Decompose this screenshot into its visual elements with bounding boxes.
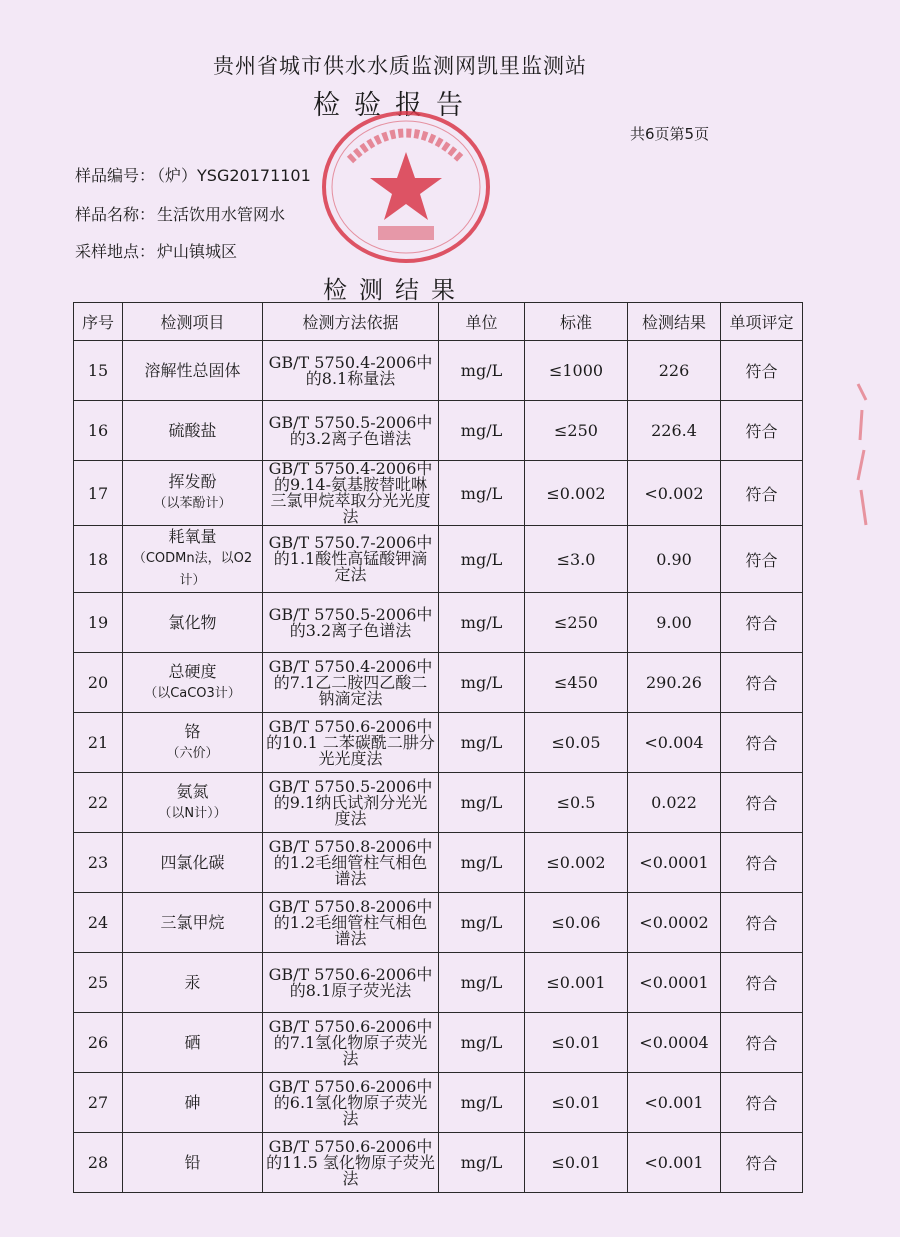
sample-name-value: 生活饮用水管网水 (157, 205, 286, 224)
cell-unit: mg/L (439, 1073, 525, 1133)
item-name: 溶解性总固体 (144, 360, 241, 380)
cell-unit: mg/L (439, 713, 525, 773)
cell-standard: ≤0.002 (525, 833, 628, 893)
sample-number-value: （炉）YSG20171101 (157, 166, 311, 185)
cell-unit: mg/L (439, 773, 525, 833)
table-row (74, 1013, 803, 1073)
table-row (74, 1073, 803, 1133)
cell-verdict: 符合 (721, 1013, 803, 1073)
table-row (74, 833, 803, 893)
cell-result: <0.001 (628, 1073, 721, 1133)
cell-verdict: 符合 (721, 341, 803, 401)
cell-no: 18 (74, 526, 123, 593)
cell-unit: mg/L (439, 1013, 525, 1073)
cell-no: 21 (74, 713, 123, 773)
item-qualifier: （CODMn法，以O2计） (132, 551, 253, 588)
sample-location-value: 炉山镇城区 (157, 242, 238, 261)
table-header-row (74, 303, 803, 341)
cell-unit: mg/L (439, 893, 525, 953)
cell-no: 17 (74, 461, 123, 526)
report-title: 检验报告 (313, 90, 477, 121)
item-name: 氯化物 (168, 612, 217, 632)
header-unit: 单位 (439, 303, 525, 341)
table-row (74, 653, 803, 713)
cell-unit: mg/L (439, 653, 525, 713)
cell-result: 290.26 (628, 653, 721, 713)
header-no: 序号 (74, 303, 123, 341)
cell-result: 226.4 (628, 401, 721, 461)
cell-item (123, 1073, 263, 1133)
cell-no: 16 (74, 401, 123, 461)
cell-standard: ≤0.05 (525, 713, 628, 773)
cell-method: GB/T 5750.5-2006中的3.2离子色谱法 (263, 401, 439, 461)
cell-method: GB/T 5750.4-2006中的7.1乙二胺四乙酸二钠滴定法 (263, 653, 439, 713)
cell-standard: ≤250 (525, 593, 628, 653)
item-name: 四氯化碳 (160, 852, 225, 872)
page-info: 共6页第5页 (630, 125, 710, 143)
item-qualifier: （以苯酚计） (153, 496, 232, 511)
cell-result: <0.0001 (628, 953, 721, 1013)
cell-unit: mg/L (439, 341, 525, 401)
cell-verdict: 符合 (721, 893, 803, 953)
cell-result: <0.004 (628, 713, 721, 773)
header-item: 检测项目 (123, 303, 263, 341)
sample-number-line (75, 163, 311, 186)
header-standard: 标准 (525, 303, 628, 341)
cell-result: <0.0004 (628, 1013, 721, 1073)
cell-verdict: 符合 (721, 653, 803, 713)
cell-standard: ≤0.06 (525, 893, 628, 953)
official-seal-icon (320, 108, 492, 266)
cell-verdict: 符合 (721, 953, 803, 1013)
cell-no: 22 (74, 773, 123, 833)
item-name: 挥发酚 (168, 472, 217, 491)
cell-standard: ≤0.01 (525, 1013, 628, 1073)
cell-standard: ≤1000 (525, 341, 628, 401)
cell-no: 26 (74, 1013, 123, 1073)
cell-method: GB/T 5750.8-2006中的1.2毛细管柱气相色谱法 (263, 893, 439, 953)
cell-no: 23 (74, 833, 123, 893)
table-row (74, 713, 803, 773)
header-method: 检测方法依据 (263, 303, 439, 341)
cell-unit: mg/L (439, 1133, 525, 1193)
item-name: 三氯甲烷 (160, 912, 225, 932)
sample-name-label: 样品名称： (75, 205, 156, 224)
table-row (74, 461, 803, 526)
table-row (74, 953, 803, 1013)
edge-stamp-mark-icon (852, 380, 874, 530)
organization-name: 贵州省城市供水水质监测网凯里监测站 (213, 54, 587, 78)
cell-unit: mg/L (439, 593, 525, 653)
cell-no: 28 (74, 1133, 123, 1193)
item-name: 耗氧量 (168, 527, 217, 546)
cell-result: 0.90 (628, 526, 721, 593)
cell-item (123, 773, 263, 833)
cell-result: <0.002 (628, 461, 721, 526)
cell-verdict: 符合 (721, 593, 803, 653)
cell-item (123, 893, 263, 953)
cell-method: GB/T 5750.6-2006中的6.1氢化物原子荧光法 (263, 1073, 439, 1133)
cell-method: GB/T 5750.6-2006中的10.1 二苯碳酰二肼分光光度法 (263, 713, 439, 773)
cell-no: 24 (74, 893, 123, 953)
cell-verdict: 符合 (721, 833, 803, 893)
table-row (74, 341, 803, 401)
cell-verdict: 符合 (721, 1133, 803, 1193)
table-row (74, 593, 803, 653)
cell-method: GB/T 5750.6-2006中的8.1原子荧光法 (263, 953, 439, 1013)
cell-result: 0.022 (628, 773, 721, 833)
results-table (73, 302, 803, 1193)
item-name: 铅 (184, 1152, 201, 1172)
table-body (74, 341, 803, 1193)
cell-method: GB/T 5750.7-2006中的1.1酸性高锰酸钾滴定法 (263, 526, 439, 593)
cell-item (123, 713, 263, 773)
cell-item (123, 526, 263, 593)
cell-verdict: 符合 (721, 773, 803, 833)
sample-name-line (75, 202, 285, 225)
cell-no: 25 (74, 953, 123, 1013)
cell-unit: mg/L (439, 461, 525, 526)
cell-no: 20 (74, 653, 123, 713)
cell-standard: ≤3.0 (525, 526, 628, 593)
section-title: 检测结果 (323, 276, 467, 304)
cell-no: 19 (74, 593, 123, 653)
header-verdict: 单项评定 (721, 303, 803, 341)
cell-no: 15 (74, 341, 123, 401)
item-qualifier: （以CaCO3计） (144, 685, 241, 701)
item-qualifier: （六价） (166, 745, 219, 761)
cell-standard: ≤0.002 (525, 461, 628, 526)
table-row (74, 1133, 803, 1193)
cell-verdict: 符合 (721, 713, 803, 773)
cell-method: GB/T 5750.6-2006中的7.1氢化物原子荧光法 (263, 1013, 439, 1073)
cell-method: GB/T 5750.4-2006中的9.14-氨基胺替吡啉三氯甲烷萃取分光光度法 (263, 461, 439, 526)
cell-no: 27 (74, 1073, 123, 1133)
cell-item (123, 1013, 263, 1073)
cell-result: 226 (628, 341, 721, 401)
cell-method: GB/T 5750.4-2006中的8.1称量法 (263, 341, 439, 401)
sample-location-line (75, 239, 237, 262)
cell-unit: mg/L (439, 833, 525, 893)
cell-unit: mg/L (439, 953, 525, 1013)
cell-item (123, 401, 263, 461)
sample-location-label: 采样地点： (75, 242, 156, 261)
cell-verdict: 符合 (721, 461, 803, 526)
cell-item (123, 953, 263, 1013)
table-row (74, 893, 803, 953)
item-name: 硒 (184, 1032, 201, 1052)
cell-item (123, 461, 263, 526)
item-name: 铬 (184, 721, 201, 741)
cell-result: <0.0002 (628, 893, 721, 953)
cell-item (123, 341, 263, 401)
cell-item (123, 653, 263, 713)
cell-item (123, 593, 263, 653)
cell-standard: ≤0.5 (525, 773, 628, 833)
cell-method: GB/T 5750.6-2006中的11.5 氢化物原子荧光法 (263, 1133, 439, 1193)
cell-verdict: 符合 (721, 526, 803, 593)
cell-standard: ≤0.01 (525, 1073, 628, 1133)
cell-unit: mg/L (439, 526, 525, 593)
item-qualifier: （以N计）） (158, 805, 227, 821)
table-row (74, 401, 803, 461)
cell-result: <0.001 (628, 1133, 721, 1193)
header-result: 检测结果 (628, 303, 721, 341)
cell-item (123, 1133, 263, 1193)
cell-method: GB/T 5750.5-2006中的9.1纳氏试剂分光光度法 (263, 773, 439, 833)
item-name: 总硬度 (168, 661, 217, 681)
table-row (74, 526, 803, 593)
table-row (74, 773, 803, 833)
cell-method: GB/T 5750.8-2006中的1.2毛细管柱气相色谱法 (263, 833, 439, 893)
cell-standard: ≤250 (525, 401, 628, 461)
item-name: 氨氮 (176, 781, 209, 801)
cell-method: GB/T 5750.5-2006中的3.2离子色谱法 (263, 593, 439, 653)
cell-standard: ≤450 (525, 653, 628, 713)
cell-standard: ≤0.01 (525, 1133, 628, 1193)
item-name: 汞 (184, 972, 201, 992)
item-name: 砷 (184, 1092, 201, 1112)
cell-verdict: 符合 (721, 1073, 803, 1133)
cell-result: 9.00 (628, 593, 721, 653)
cell-standard: ≤0.001 (525, 953, 628, 1013)
cell-verdict: 符合 (721, 401, 803, 461)
sample-number-label: 样品编号： (75, 166, 156, 185)
cell-result: <0.0001 (628, 833, 721, 893)
cell-unit: mg/L (439, 401, 525, 461)
cell-item (123, 833, 263, 893)
item-name: 硫酸盐 (168, 420, 217, 440)
